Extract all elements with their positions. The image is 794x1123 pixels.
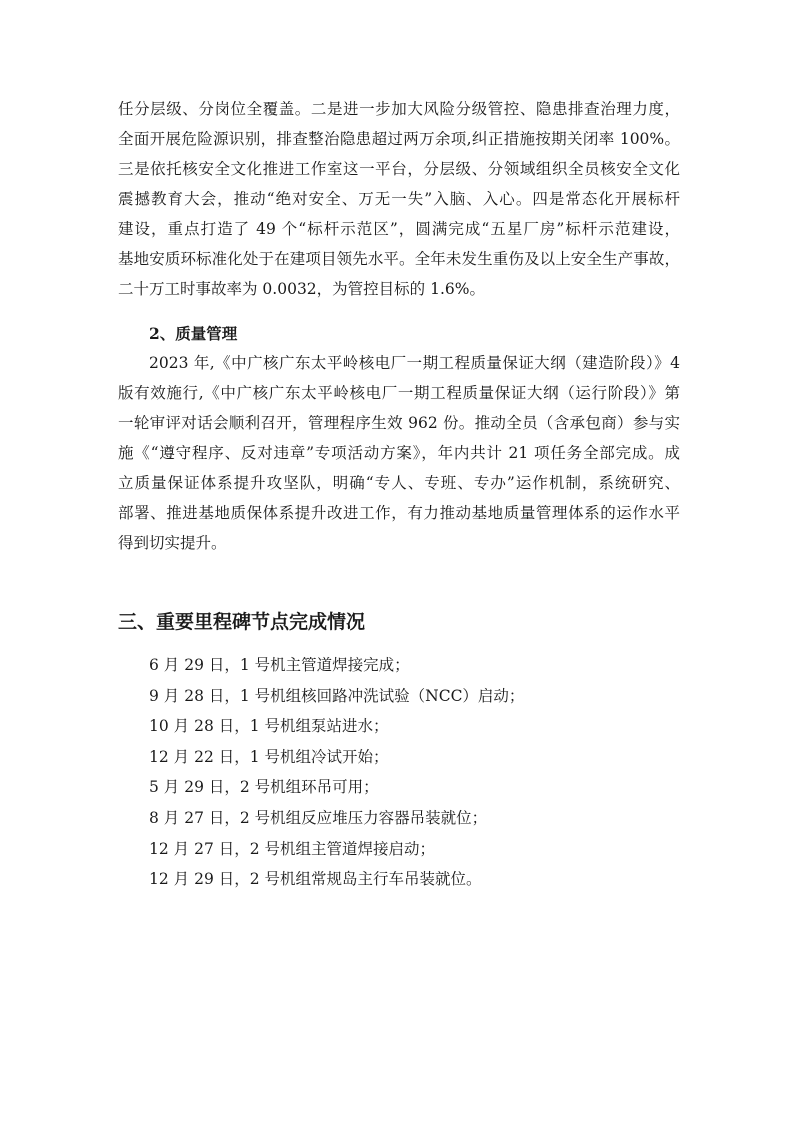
quality-line-2: 版有效施行,《中广核广东太平岭核电厂一期工程质量保证大纲（运行阶段）》第 xyxy=(118,384,680,402)
quality-line-1: 2023 年,《中广核广东太平岭核电厂一期工程质量保证大纲（建造阶段）》4 xyxy=(149,354,680,372)
quality-line-7: 得到切实提升。 xyxy=(118,534,227,552)
milestone-item: 9 月 28 日，1 号机组核回路冲洗试验（NCC）启动； xyxy=(149,686,525,705)
safety-line-7: 二十万工时事故率为 0.0032，为管控目标的 1.6%。 xyxy=(118,280,485,298)
quality-paragraph xyxy=(118,348,680,558)
safety-line-6: 基地安质环标准化处于在建项目领先水平。全年未发生重伤及以上安全生产事故， xyxy=(118,250,680,268)
milestone-item: 8 月 27 日，2 号机组反应堆压力容器吊装就位； xyxy=(149,808,488,827)
milestone-item: 10 月 28 日，1 号机组泵站进水； xyxy=(149,717,389,736)
milestone-item: 12 月 29 日，2 号机组常规岛主行车吊装就位。 xyxy=(149,870,482,889)
milestones-list xyxy=(149,650,524,895)
quality-line-5: 立质量保证体系提升攻坚队，明确“专人、专班、专办”运作机制，系统研究、 xyxy=(118,474,680,492)
safety-line-1: 任分层级、分岗位全覆盖。二是进一步加大风险分级管控、隐患排查治理力度， xyxy=(118,100,680,118)
quality-line-4: 施《“遵守程序、反对违章”专项活动方案》，年内共计 21 项任务全部完成。成 xyxy=(118,444,680,462)
safety-paragraph xyxy=(118,94,680,304)
quality-line-3: 一轮审评对话会顺利召开，管理程序生效 962 份。推动全员（含承包商）参与实 xyxy=(118,414,680,432)
safety-line-4: 震撼教育大会，推动“绝对安全、万无一失”入脑、入心。四是常态化开展标杆 xyxy=(118,190,680,208)
milestone-item: 6 月 29 日，1 号机主管道焊接完成； xyxy=(149,656,410,674)
milestone-item: 12 月 22 日，1 号机组冷试开始； xyxy=(149,747,389,766)
milestones-heading: 三、重要里程碑节点完成情况 xyxy=(118,611,366,633)
milestone-item: 5 月 29 日，2 号机组环吊可用； xyxy=(149,778,379,797)
safety-line-5: 建设，重点打造了 49 个“标杆示范区”，圆满完成“五星厂房”标杆示范建设， xyxy=(118,220,680,238)
quality-heading: 2、质量管理 xyxy=(149,324,238,343)
safety-line-3: 三是依托核安全文化推进工作室这一平台，分层级、分领域组织全员核安全文化 xyxy=(118,160,680,178)
quality-line-6: 部署、推进基地质保体系提升改进工作，有力推动基地质量管理体系的运作水平 xyxy=(118,504,680,522)
milestone-item: 12 月 27 日，2 号机组主管道焊接启动； xyxy=(149,839,436,858)
safety-line-2: 全面开展危险源识别，排查整治隐患超过两万余项,纠正措施按期关闭率 100%。 xyxy=(118,130,680,148)
